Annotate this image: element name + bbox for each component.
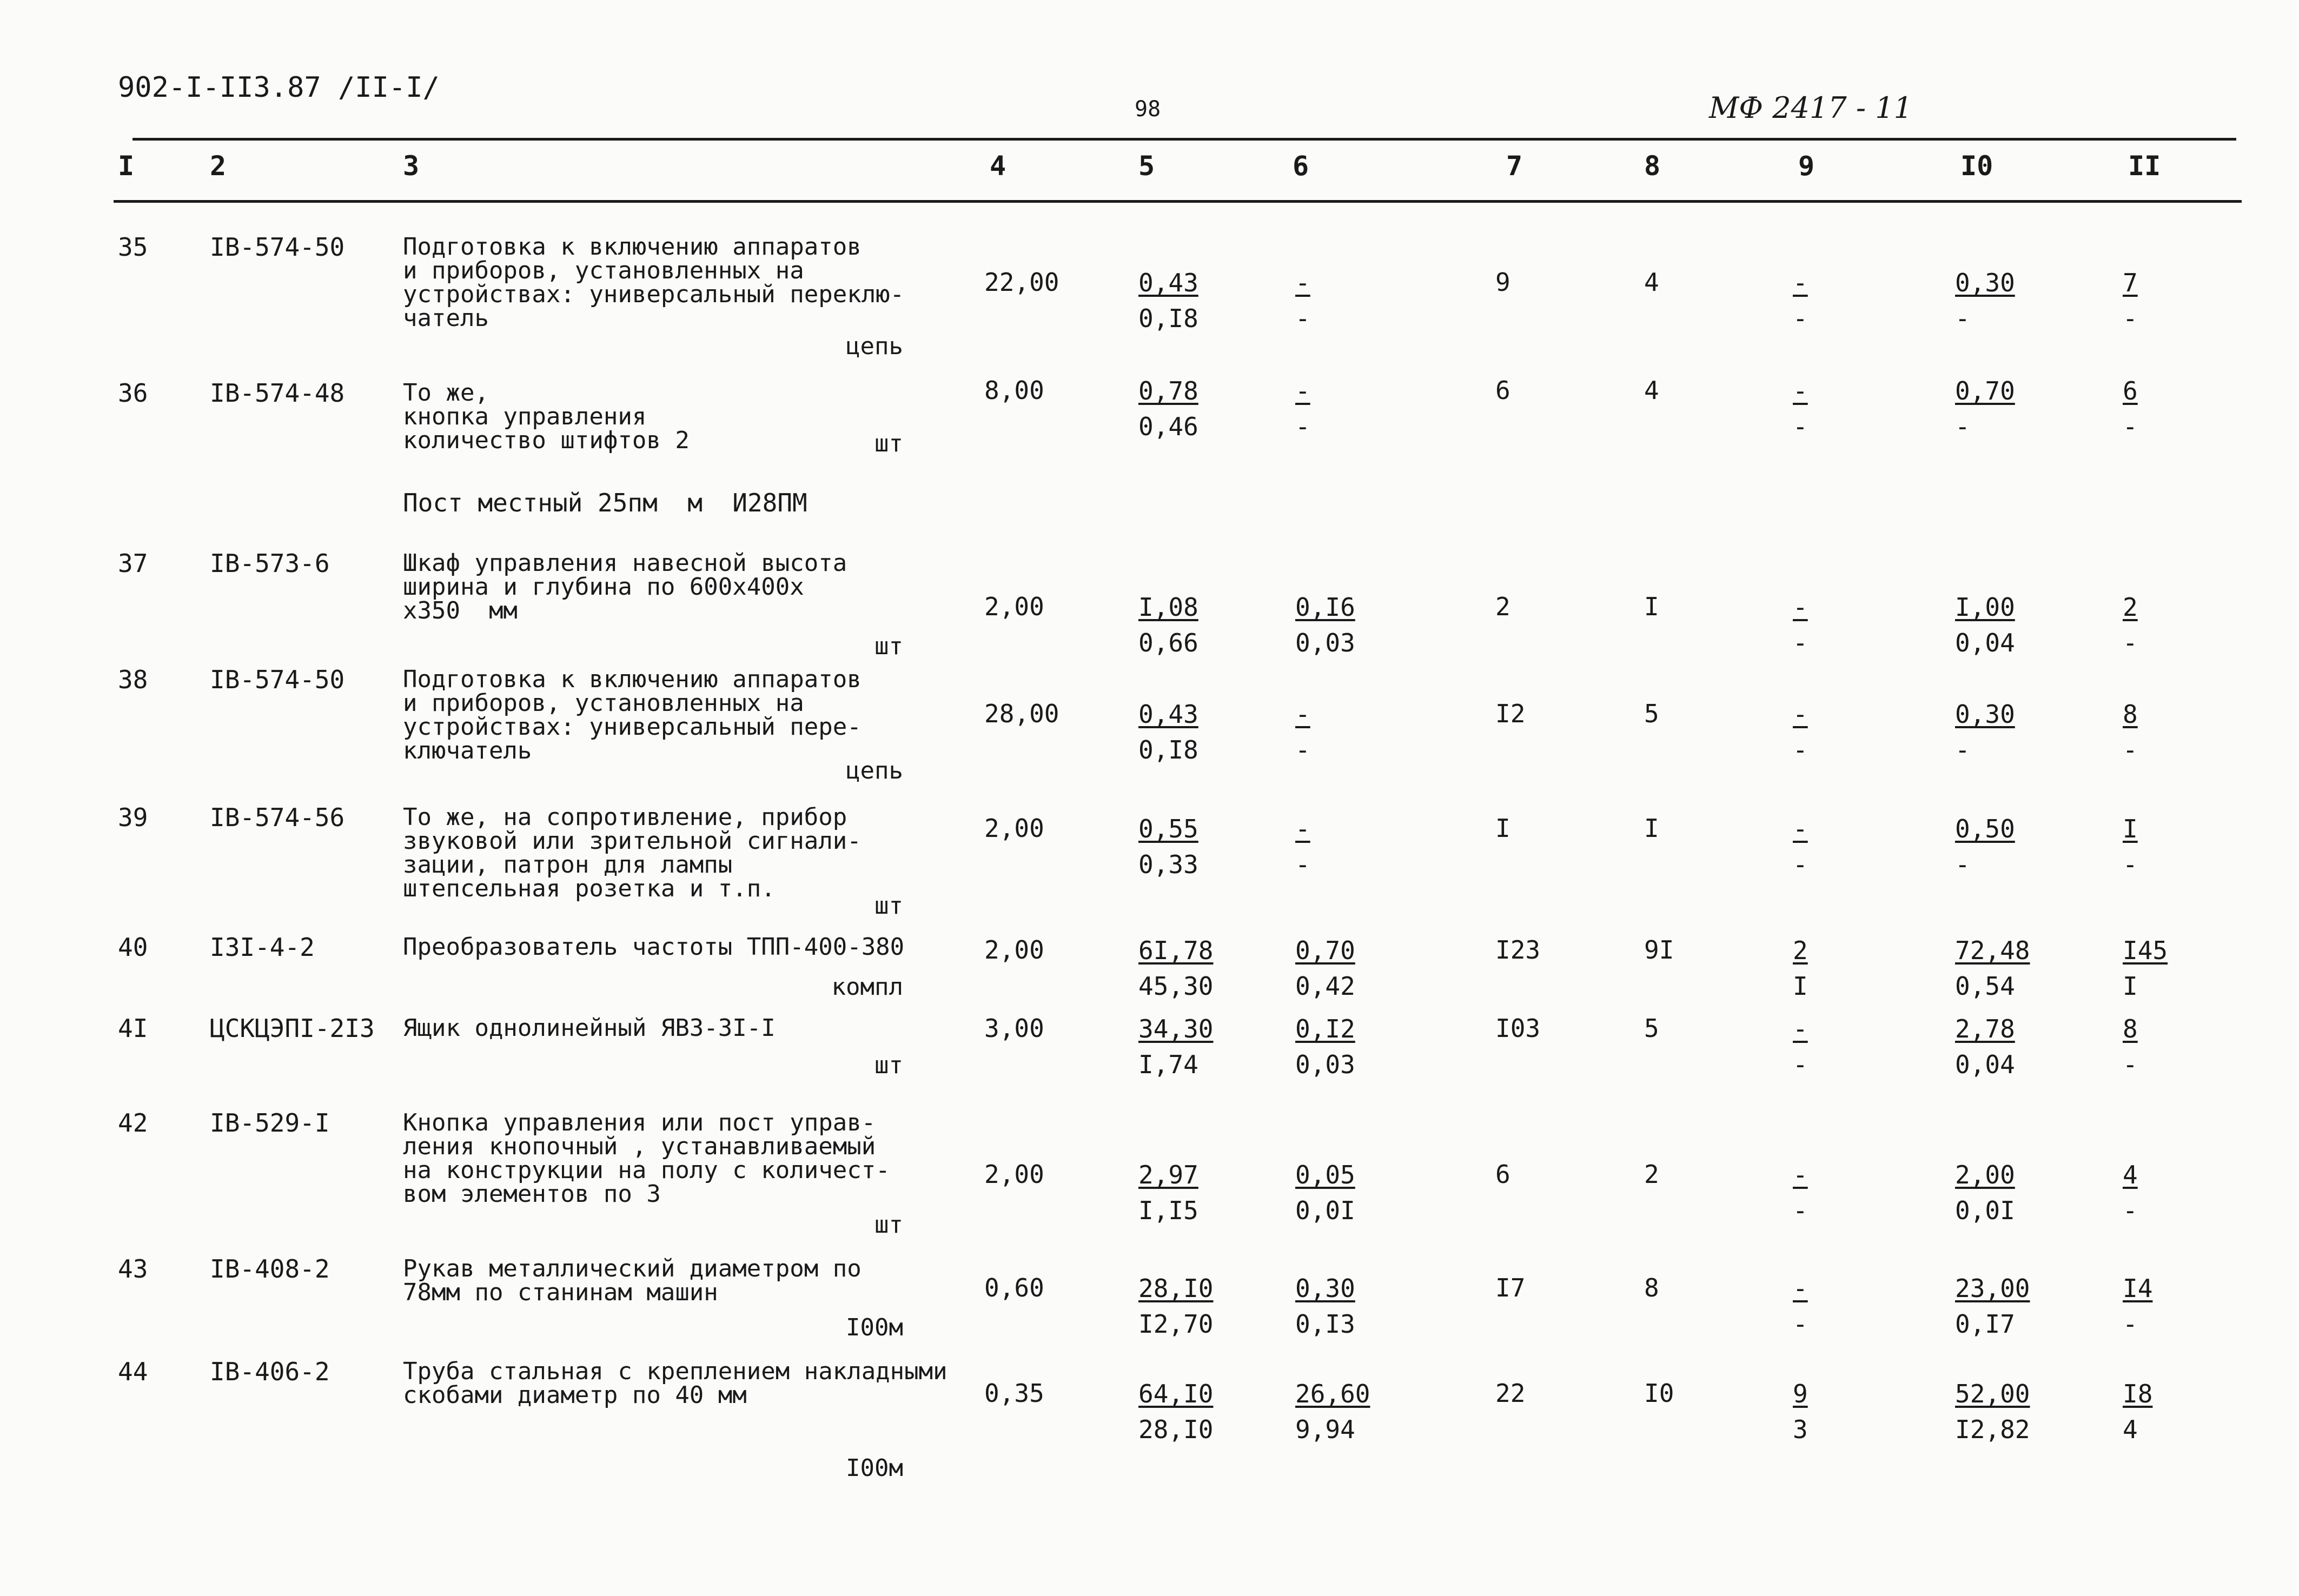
value-c10-bottom: 0,I7 (1955, 1309, 2015, 1339)
value-c5-bottom: 0,I8 (1138, 304, 1198, 333)
value-c5-bottom: 0,I8 (1138, 735, 1198, 764)
value-c9-top: 2 (1793, 936, 1808, 965)
value-c5-top: 6I,78 (1138, 936, 1214, 965)
row-unit: шт (874, 633, 903, 660)
column-header-2: 2 (210, 150, 227, 182)
value-pair-c9 (1793, 373, 1808, 444)
value-c5-bottom: 0,33 (1138, 850, 1198, 879)
value-c6-bottom: 0,03 (1295, 628, 1355, 657)
value-c5-top: 0,78 (1138, 376, 1198, 405)
value-pair-c5 (1138, 1376, 1213, 1447)
value-pair-c11 (2123, 589, 2138, 661)
value-c5-top: 28,I0 (1138, 1274, 1214, 1303)
value-pair-c11 (2123, 373, 2138, 444)
value-c10-bottom: 0,0I (1955, 1196, 2015, 1225)
value-c10-top: 0,30 (1955, 268, 2015, 297)
value-pair-c11 (2123, 265, 2138, 336)
value-pair-c10 (1955, 1271, 2030, 1342)
value-c9-bottom: - (1793, 1196, 1808, 1225)
row-unit: компл (831, 973, 903, 1001)
value-c9-top: - (1793, 376, 1808, 405)
value-pair-c6 (1295, 265, 1310, 336)
value-pair-c11 (2123, 1157, 2138, 1228)
row-number: 43 (118, 1254, 148, 1284)
page-number: 98 (1135, 97, 1161, 122)
value-c6-bottom: 0,03 (1295, 1050, 1355, 1079)
value-c9-top: - (1793, 1014, 1808, 1043)
value-c11-bottom: - (2123, 1309, 2138, 1339)
value-c6-top: 0,I2 (1295, 1014, 1355, 1043)
column-header-11: II (2128, 150, 2161, 182)
value-c7: 22 (1495, 1379, 1526, 1408)
value-c10-top: 52,00 (1955, 1379, 2030, 1408)
row-description: Рукав металлический диаметром по 78мм по станинам машин (403, 1255, 862, 1306)
value-pair-c11 (2123, 1376, 2152, 1447)
value-c11-bottom: I (2123, 972, 2138, 1001)
value-pair-c6 (1295, 1011, 1355, 1082)
value-c9-top: - (1793, 268, 1808, 297)
value-pair-c11 (2123, 1011, 2138, 1082)
value-pair-c6 (1295, 1376, 1370, 1447)
row-description: Кнопка управления или пост управ- ления кнопочный , устанавливаемый на конструкции на полу с количест- вом элементов по 3 (403, 1109, 890, 1208)
row-number: 40 (118, 933, 148, 962)
value-c10-top: 0,30 (1955, 700, 2015, 729)
row-number: 35 (118, 232, 148, 262)
value-c7: I03 (1495, 1014, 1541, 1043)
value-c6-top: 0,05 (1295, 1160, 1355, 1189)
value-c5-top: I,08 (1138, 593, 1198, 622)
value-c5-bottom: I,74 (1138, 1050, 1198, 1079)
value-c9-bottom: - (1793, 1050, 1808, 1079)
row-number: 39 (118, 803, 148, 832)
value-pair-c10 (1955, 265, 2015, 336)
row-unit: I00м (846, 1454, 903, 1482)
value-c6-bottom: - (1295, 850, 1310, 879)
value-pair-c9 (1793, 1376, 1808, 1447)
value-c5-top: 0,43 (1138, 268, 1198, 297)
value-c5-top: 0,55 (1138, 814, 1198, 843)
value-c8: 4 (1644, 376, 1659, 405)
value-pair-c5 (1138, 265, 1198, 336)
value-c8: I0 (1644, 1379, 1674, 1408)
value-pair-c5 (1138, 1157, 1198, 1228)
document-code: 902-I-II3.87 /II-I/ (118, 71, 440, 104)
row-description: То же, кнопка управления количество штифтов 2 (403, 379, 690, 454)
column-header-7: 7 (1506, 150, 1523, 182)
value-pair-c5 (1138, 811, 1198, 882)
row-code: IЗI-4-2 (210, 933, 315, 962)
value-pair-c10 (1955, 589, 2015, 661)
value-c9-top: - (1793, 814, 1808, 843)
value-c11-bottom: - (2123, 304, 2138, 333)
value-pair-c9 (1793, 933, 1808, 1004)
header-bottom-rule (114, 200, 2242, 203)
row-unit: цепь (846, 757, 903, 784)
value-c5-bottom: 28,I0 (1138, 1415, 1214, 1444)
column-header-9: 9 (1798, 150, 1815, 182)
value-c6-bottom: 9,94 (1295, 1415, 1355, 1444)
value-c6-top: - (1295, 376, 1310, 405)
row-description: Шкаф управления навесной высота ширина и глубина по 600х400х х350 мм (403, 549, 847, 624)
row-code: IВ-574-50 (210, 232, 345, 262)
value-c5-bottom: 0,46 (1138, 412, 1198, 441)
value-c8: 8 (1644, 1273, 1659, 1302)
value-c6-top: - (1295, 700, 1310, 729)
value-c7: 9 (1495, 268, 1510, 297)
value-pair-c10 (1955, 373, 2015, 444)
value-pair-c10 (1955, 1011, 2015, 1082)
row-unit: шт (874, 892, 903, 920)
row-code: IВ-574-56 (210, 803, 345, 832)
value-pair-c5 (1138, 1011, 1213, 1082)
value-c8: 4 (1644, 268, 1659, 297)
column-header-6: 6 (1293, 150, 1309, 182)
value-c10-top: 2,78 (1955, 1014, 2015, 1043)
value-pair-c6 (1295, 1157, 1355, 1228)
row-quantity: 28,00 (984, 699, 1059, 728)
value-c9-bottom: - (1793, 628, 1808, 657)
value-c10-top: I,00 (1955, 593, 2015, 622)
value-c8: 2 (1644, 1160, 1659, 1189)
row-number: 42 (118, 1108, 148, 1138)
row-code: IВ-406-2 (210, 1357, 330, 1386)
value-c11-bottom: - (2123, 850, 2138, 879)
column-header-1: I (118, 150, 135, 182)
value-c6-top: 0,30 (1295, 1274, 1355, 1303)
value-pair-c11 (2123, 1271, 2152, 1342)
value-pair-c6 (1295, 373, 1310, 444)
header-top-rule (132, 138, 2236, 141)
value-c9-bottom: - (1793, 1309, 1808, 1339)
row-code: IВ-574-48 (210, 378, 345, 408)
row-code: ЦСКЦЭПI-2I3 (210, 1014, 375, 1043)
value-pair-c9 (1793, 1157, 1808, 1228)
value-pair-c10 (1955, 1376, 2030, 1447)
value-c10-bottom: 0,04 (1955, 628, 2015, 657)
value-pair-c6 (1295, 811, 1310, 882)
value-c9-bottom: - (1793, 735, 1808, 764)
value-c5-top: 64,I0 (1138, 1379, 1214, 1408)
value-c9-top: - (1793, 700, 1808, 729)
value-c9-bottom: - (1793, 412, 1808, 441)
value-c11-bottom: - (2123, 735, 2138, 764)
value-c11-top: I8 (2123, 1379, 2153, 1408)
row-quantity: 8,00 (984, 376, 1044, 405)
row-unit: шт (874, 1211, 903, 1239)
value-c6-top: 26,60 (1295, 1379, 1370, 1408)
value-c6-bottom: - (1295, 735, 1310, 764)
value-pair-c9 (1793, 811, 1808, 882)
value-c6-top: 0,70 (1295, 936, 1355, 965)
row-code: IВ-574-50 (210, 665, 345, 694)
value-pair-c6 (1295, 933, 1355, 1004)
value-c9-bottom: - (1793, 304, 1808, 333)
value-pair-c5 (1138, 696, 1198, 768)
value-c10-top: 0,50 (1955, 814, 2015, 843)
value-c11-bottom: - (2123, 1050, 2138, 1079)
value-pair-c6 (1295, 696, 1310, 768)
value-c5-top: 0,43 (1138, 700, 1198, 729)
value-pair-c9 (1793, 589, 1808, 661)
value-c6-top: 0,I6 (1295, 593, 1355, 622)
value-c11-top: 7 (2123, 268, 2138, 297)
value-c10-top: 2,00 (1955, 1160, 2015, 1189)
row-description: Подготовка к включению аппаратов и приборов, установленных на устройствах: универсальный переклю- чатель (403, 233, 905, 332)
value-c9-top: - (1793, 593, 1808, 622)
value-c11-top: 4 (2123, 1160, 2138, 1189)
value-c10-top: 23,00 (1955, 1274, 2030, 1303)
value-pair-c9 (1793, 1011, 1808, 1082)
value-pair-c5 (1138, 933, 1213, 1004)
value-c8: 5 (1644, 1014, 1659, 1043)
value-c8: 9I (1644, 935, 1674, 965)
value-c10-bottom: - (1955, 412, 1970, 441)
value-c6-top: - (1295, 268, 1310, 297)
value-c8: I (1644, 814, 1659, 843)
value-c6-bottom: - (1295, 304, 1310, 333)
value-c7: I7 (1495, 1273, 1526, 1302)
value-pair-c5 (1138, 589, 1198, 661)
value-c11-top: 8 (2123, 1014, 2138, 1043)
column-header-4: 4 (990, 150, 1006, 182)
value-c6-bottom: - (1295, 412, 1310, 441)
section-note: Пост местный 25пм м И28ПМ (403, 488, 807, 517)
value-c11-bottom: 4 (2123, 1415, 2138, 1444)
value-c8: 5 (1644, 699, 1659, 728)
value-c9-bottom: I (1793, 972, 1808, 1001)
value-c5-top: 34,30 (1138, 1014, 1214, 1043)
value-c7: I2 (1495, 699, 1526, 728)
value-c5-bottom: I,I5 (1138, 1196, 1198, 1225)
value-c9-top: - (1793, 1160, 1808, 1189)
column-header-8: 8 (1644, 150, 1661, 182)
value-pair-c9 (1793, 1271, 1808, 1342)
value-c6-top: - (1295, 814, 1310, 843)
value-c9-bottom: 3 (1793, 1415, 1808, 1444)
column-header-3: 3 (403, 150, 420, 182)
value-pair-c9 (1793, 696, 1808, 768)
row-code: IВ-408-2 (210, 1254, 330, 1284)
value-pair-c6 (1295, 1271, 1355, 1342)
row-description: Труба стальная с креплением накладными скобами диаметр по 40 мм (403, 1358, 948, 1409)
value-c10-bottom: 0,04 (1955, 1050, 2015, 1079)
value-c6-bottom: 0,I3 (1295, 1309, 1355, 1339)
value-pair-c10 (1955, 1157, 2015, 1228)
value-c11-bottom: - (2123, 1196, 2138, 1225)
row-description: Подготовка к включению аппаратов и приборов, установленных на устройствах: универсальный пере- ключатель (403, 666, 862, 764)
row-description: Преобразователь частоты ТПП-400-380 (403, 933, 905, 961)
value-pair-c11 (2123, 696, 2138, 768)
column-header-5: 5 (1138, 150, 1155, 182)
value-c11-bottom: - (2123, 412, 2138, 441)
row-number: 37 (118, 549, 148, 578)
value-pair-c5 (1138, 1271, 1213, 1342)
value-c5-bottom: I2,70 (1138, 1309, 1214, 1339)
value-c7: 6 (1495, 376, 1510, 405)
value-c7: I (1495, 814, 1510, 843)
row-quantity: 2,00 (984, 935, 1044, 965)
row-quantity: 0,60 (984, 1273, 1044, 1302)
row-quantity: 2,00 (984, 592, 1044, 621)
value-c6-bottom: 0,0I (1295, 1196, 1355, 1225)
value-c9-bottom: - (1793, 850, 1808, 879)
row-unit: шт (874, 1052, 903, 1079)
value-c11-top: I45 (2123, 936, 2168, 965)
row-quantity: 2,00 (984, 1160, 1044, 1189)
row-quantity: 2,00 (984, 814, 1044, 843)
value-c10-bottom: - (1955, 850, 1970, 879)
value-c6-bottom: 0,42 (1295, 972, 1355, 1001)
row-description: Ящик однолинейный ЯВЗ-3I-I (403, 1014, 776, 1042)
value-pair-c10 (1955, 933, 2030, 1004)
row-code: IВ-529-I (210, 1108, 330, 1138)
value-c10-top: 72,48 (1955, 936, 2030, 965)
value-pair-c11 (2123, 811, 2138, 882)
value-c11-top: I (2123, 814, 2138, 843)
row-unit: цепь (846, 332, 903, 360)
value-pair-c6 (1295, 589, 1355, 661)
handwritten-annotation: МФ 2417 - 11 (1709, 91, 1912, 125)
value-pair-c9 (1793, 265, 1808, 336)
value-c10-top: 0,70 (1955, 376, 2015, 405)
row-number: 38 (118, 665, 148, 694)
value-c10-bottom: I2,82 (1955, 1415, 2030, 1444)
row-quantity: 0,35 (984, 1379, 1044, 1408)
value-c8: I (1644, 592, 1659, 621)
column-header-10: I0 (1960, 150, 1993, 182)
row-unit: I00м (846, 1314, 903, 1341)
row-number: 36 (118, 378, 148, 408)
value-c5-top: 2,97 (1138, 1160, 1198, 1189)
value-c11-top: 2 (2123, 593, 2138, 622)
value-pair-c5 (1138, 373, 1198, 444)
row-description: То же, на сопротивление, прибор звуковой или зрительной сигнали- зации, патрон для лампы штепсельная розетка и т.п. (403, 803, 862, 902)
value-c7: 2 (1495, 592, 1510, 621)
row-quantity: 3,00 (984, 1014, 1044, 1043)
value-c11-top: 6 (2123, 376, 2138, 405)
value-c5-bottom: 45,30 (1138, 972, 1214, 1001)
row-code: IВ-573-6 (210, 549, 330, 578)
row-unit: шт (874, 430, 903, 457)
value-c11-top: I4 (2123, 1274, 2153, 1303)
value-c10-bottom: 0,54 (1955, 972, 2015, 1001)
value-c11-bottom: - (2123, 628, 2138, 657)
value-pair-c11 (2123, 933, 2168, 1004)
row-quantity: 22,00 (984, 268, 1059, 297)
row-number: 4I (118, 1014, 148, 1043)
value-c9-top: 9 (1793, 1379, 1808, 1408)
value-c10-bottom: - (1955, 735, 1970, 764)
value-c10-bottom: - (1955, 304, 1970, 333)
value-c7: 6 (1495, 1160, 1510, 1189)
value-pair-c10 (1955, 696, 2015, 768)
value-c5-bottom: 0,66 (1138, 628, 1198, 657)
value-pair-c10 (1955, 811, 2015, 882)
row-number: 44 (118, 1357, 148, 1386)
value-c7: I23 (1495, 935, 1541, 965)
value-c9-top: - (1793, 1274, 1808, 1303)
value-c11-top: 8 (2123, 700, 2138, 729)
